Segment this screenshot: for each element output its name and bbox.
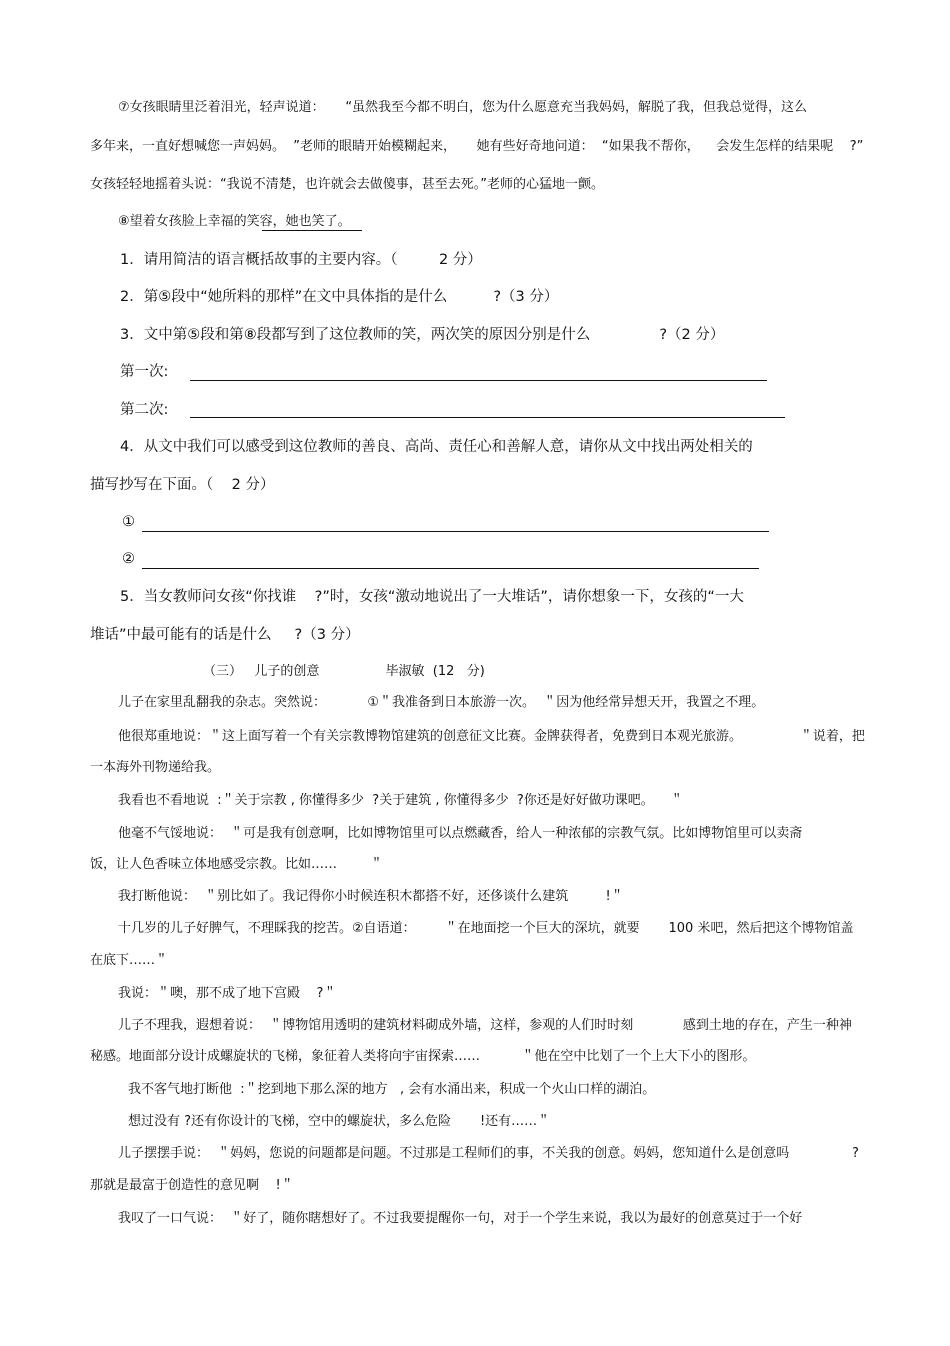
- section-3-trailing-question-mark: ?: [852, 1146, 859, 1161]
- section-3-line: 在底下……＂: [90, 953, 169, 968]
- paragraph-7-line-2: 多年来，一直好想喊您一声妈妈。 ”老师的眼睛开始模糊起来， 她有些好奇地问道： “如果我不帮你， 会发生怎样的结果呢 ?”: [90, 139, 864, 154]
- question-5-line-1: 5．当女教师问女孩“你找谁 ?”时，女孩“激动地说出了一大堆话”，请你想象一下，女孩的“一大: [120, 589, 744, 605]
- section-3-line: 秘感。地面部分设计成螺旋状的飞梯，象征着人类将向宇宙探索…… ＂他在空中比划了一个上大下小的图形。: [90, 1049, 756, 1064]
- question-2: 2．第⑤段中“她所料的那样”在文中具体指的是什么 ?（3 分）: [120, 289, 559, 305]
- paragraph-8: ⑧望着女孩脸上幸福的笑容，她也笑了。: [118, 214, 351, 229]
- question-4-line-1: 4．从文中我们可以感受到这位教师的善良、高尚、责任心和善解人意，请你从文中找出两处相关的: [120, 439, 753, 455]
- section-3-line: 十几岁的儿子好脾气，不理睬我的挖苦。②自语道： ＂在地面挖一个巨大的深坑，就要 100 米吧，然后把这个博物馆盖: [118, 921, 854, 936]
- answer-line-second[interactable]: [190, 417, 785, 418]
- section-3-line: 他毫不气馁地说： ＂可是我有创意啊，比如博物馆里可以点燃藏香，给人一种浓郁的宗教气氛。比如博物馆里可以卖斋: [118, 826, 803, 841]
- answer-label-second: 第二次:: [120, 402, 169, 418]
- section-3-line: 儿子不理我，遐想着说： ＂博物馆用透明的建筑材料砌成外墙，这样，参观的人们时时刻 感到土地的存在，产生一种神: [118, 1018, 852, 1033]
- section-3-line: 想过没有 ?还有你设计的飞梯，空中的螺旋状，多么危险 !还有……＂: [128, 1114, 551, 1129]
- answer-marker-2: ②: [122, 551, 135, 567]
- question-4-line-2: 描写抄写在下面。（ 2 分）: [90, 477, 275, 493]
- question-1: 1．请用简洁的语言概括故事的主要内容。（ 2 分）: [120, 252, 482, 268]
- section-3-line: 我叹了一口气说： ＂好了，随你瞎想好了。不过我要提醒你一句，对于一个学生来说，我以为最好的创意莫过于一个好: [118, 1211, 803, 1226]
- section-3-line: 我看也不看地说 :＂关于宗教 , 你懂得多少 ?关于建筑 , 你懂得多少 ?你还是好好做功课吧。 ＂: [118, 793, 684, 808]
- answer-label-first: 第一次:: [120, 364, 169, 380]
- section-3-line: 一本海外刊物递给我。: [90, 760, 221, 775]
- question-5-line-2: 堆话”中最可能有的话是什么 ?（3 分）: [90, 627, 360, 643]
- answer-line-first[interactable]: [190, 380, 767, 381]
- answer-line-2[interactable]: [142, 568, 759, 569]
- answer-marker-1: ①: [122, 514, 135, 530]
- paragraph-7-line-3: 女孩轻轻地摇着头说：“我说不清楚，也许就会去做傻事，甚至去死。”老师的心猛地一颤。: [90, 177, 604, 192]
- section-3-line: 饭，让人色香味立体地感受宗教。比如…… ＂: [90, 857, 384, 872]
- section-3-line: 那就是最富于创造性的意见啊 !＂: [90, 1178, 294, 1193]
- paragraph-8-underline: [262, 230, 362, 231]
- section-3-heading: （三） 儿子的创意 毕淑敏 (12 分): [203, 664, 485, 679]
- section-3-line: 我打断他说： ＂别比如了。我记得你小时候连积木都搭不好，还侈谈什么建筑 !＂: [118, 889, 624, 904]
- answer-line-1[interactable]: [142, 531, 769, 532]
- section-3-line: 我不客气地打断他 :＂挖到地下那么深的地方 , 会有水涌出来，积成一个火山口样的湖泊。: [128, 1082, 656, 1097]
- question-3: 3．文中第⑤段和第⑧段都写到了这位教师的笑，两次笑的原因分别是什么 ?（2 分）: [120, 327, 725, 343]
- section-3-line: 他很郑重地说：＂这上面写着一个有关宗教博物馆建筑的创意征文比赛。金牌获得者，免费到日本观光旅游。 ＂说着，把: [118, 729, 865, 744]
- section-3-line: 儿子摆摆手说： ＂妈妈，您说的问题都是问题。不过那是工程师们的事，不关我的创意。妈妈，您知道什么是创意吗: [118, 1146, 790, 1161]
- section-3-line: 我说：＂噢，那不成了地下宫殿 ?＂: [118, 986, 337, 1001]
- paragraph-7-line-1: ⑦女孩眼睛里泛着泪光，轻声说道： “虽然我至今都不明白，您为什么愿意充当我妈妈，解脱了我，但我总觉得，这么: [118, 100, 808, 115]
- section-3-line: 儿子在家里乱翻我的杂志。突然说： ①＂我准备到日本旅游一次。 ＂因为他经常异想天开，我置之不理。: [118, 695, 765, 710]
